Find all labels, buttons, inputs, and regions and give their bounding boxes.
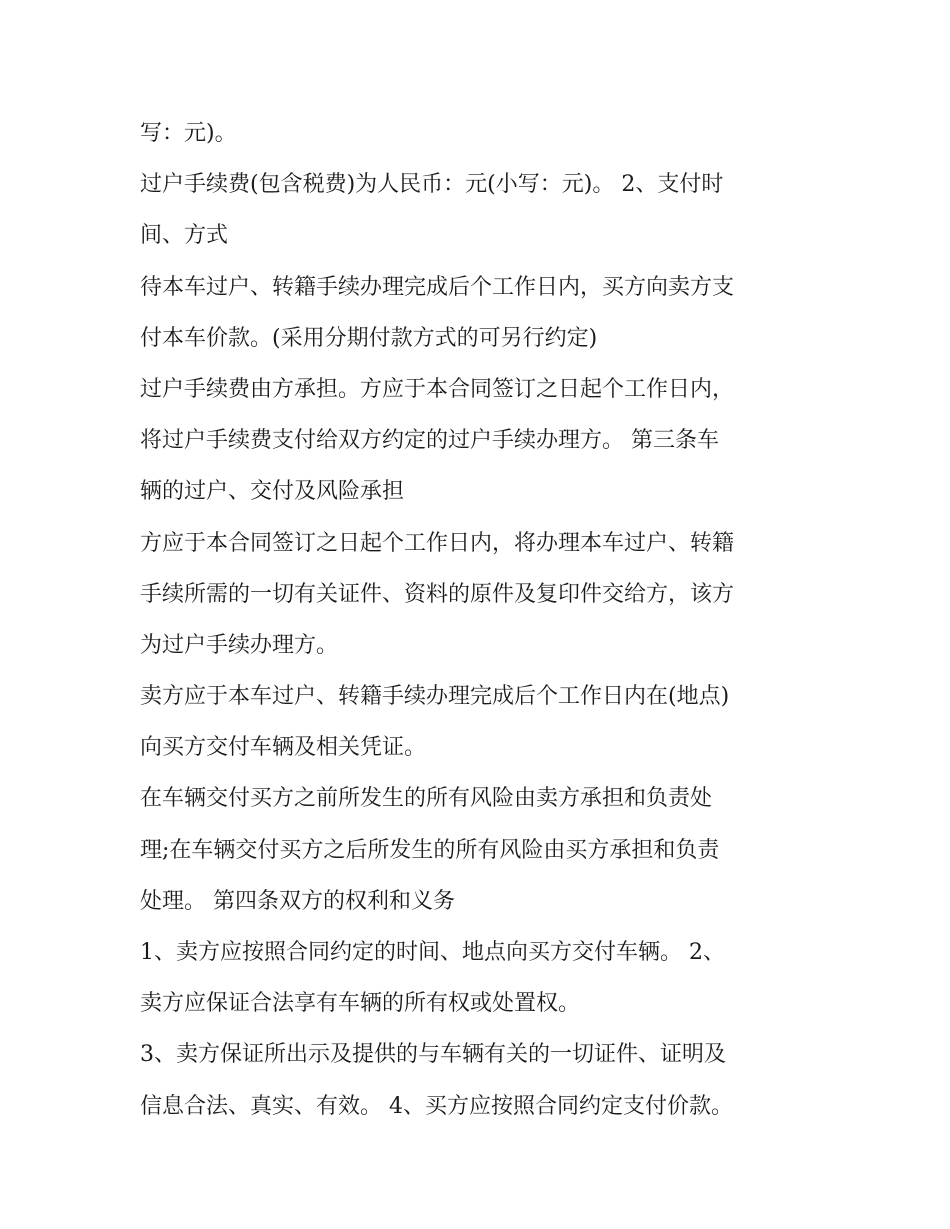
text-line: 写：元)。 [140, 121, 237, 146]
text-line: 3、卖方保证所出示及提供的与车辆有关的一切证件、证明及 [140, 1042, 726, 1068]
text-line: 信息合法、真实、有效。 4、买方应按照合同约定支付价款。 [140, 1093, 733, 1119]
text-line: 过户手续费(包含税费)为人民币：元(小写：元)。 2、支付时 [140, 172, 724, 198]
paragraph-8 [140, 927, 820, 1029]
text-line: 间、方式 [140, 223, 229, 249]
text-line: 1、卖方应按照合同约定的时间、地点向买方交付车辆。 2、 [140, 940, 725, 965]
paragraph-3 [140, 262, 820, 364]
paragraph-7 [140, 773, 820, 927]
paragraph-4 [140, 364, 820, 518]
text-line: 在车辆交付买方之前所发生的所有风险由卖方承担和负责处 [140, 786, 713, 812]
text-line: 手续所需的一切有关证件、资料的原件及复印件交给方，该方 [140, 581, 735, 607]
text-line: 卖方应于本车过户、转籍手续办理完成后个工作日内在(地点) [140, 684, 730, 710]
text-line: 理;在车辆交付买方之后所发生的所有风险由买方承担和负责 [140, 837, 720, 863]
paragraph-9 [140, 1029, 820, 1131]
text-line: 辆的过户、交付及风险承担 [140, 479, 405, 505]
text-line: 卖方应保证合法享有车辆的所有权或处置权。 [140, 991, 581, 1017]
text-line: 付本车价款。(采用分期付款方式的可另行约定) [140, 325, 598, 351]
paragraph-6 [140, 671, 820, 773]
paragraph-1 [140, 108, 820, 159]
text-line: 为过户手续办理方。 [140, 632, 339, 658]
text-line: 待本车过户、转籍手续办理完成后个工作日内，买方向卖方支 [140, 274, 735, 300]
text-line: 向买方交付车辆及相关凭证。 [140, 735, 427, 761]
text-line: 方应于本合同签订之日起个工作日内，将办理本车过户、转籍 [140, 530, 735, 556]
text-line: 过户手续费由方承担。方应于本合同签订之日起个工作日内， [140, 376, 735, 402]
text-line: 将过户手续费支付给双方约定的过户手续办理方。 第三条车 [140, 428, 719, 454]
paragraph-5 [140, 518, 820, 672]
paragraph-2 [140, 159, 820, 261]
document-body [140, 108, 820, 1132]
text-line: 处理。 第四条双方的权利和义务 [140, 888, 455, 914]
